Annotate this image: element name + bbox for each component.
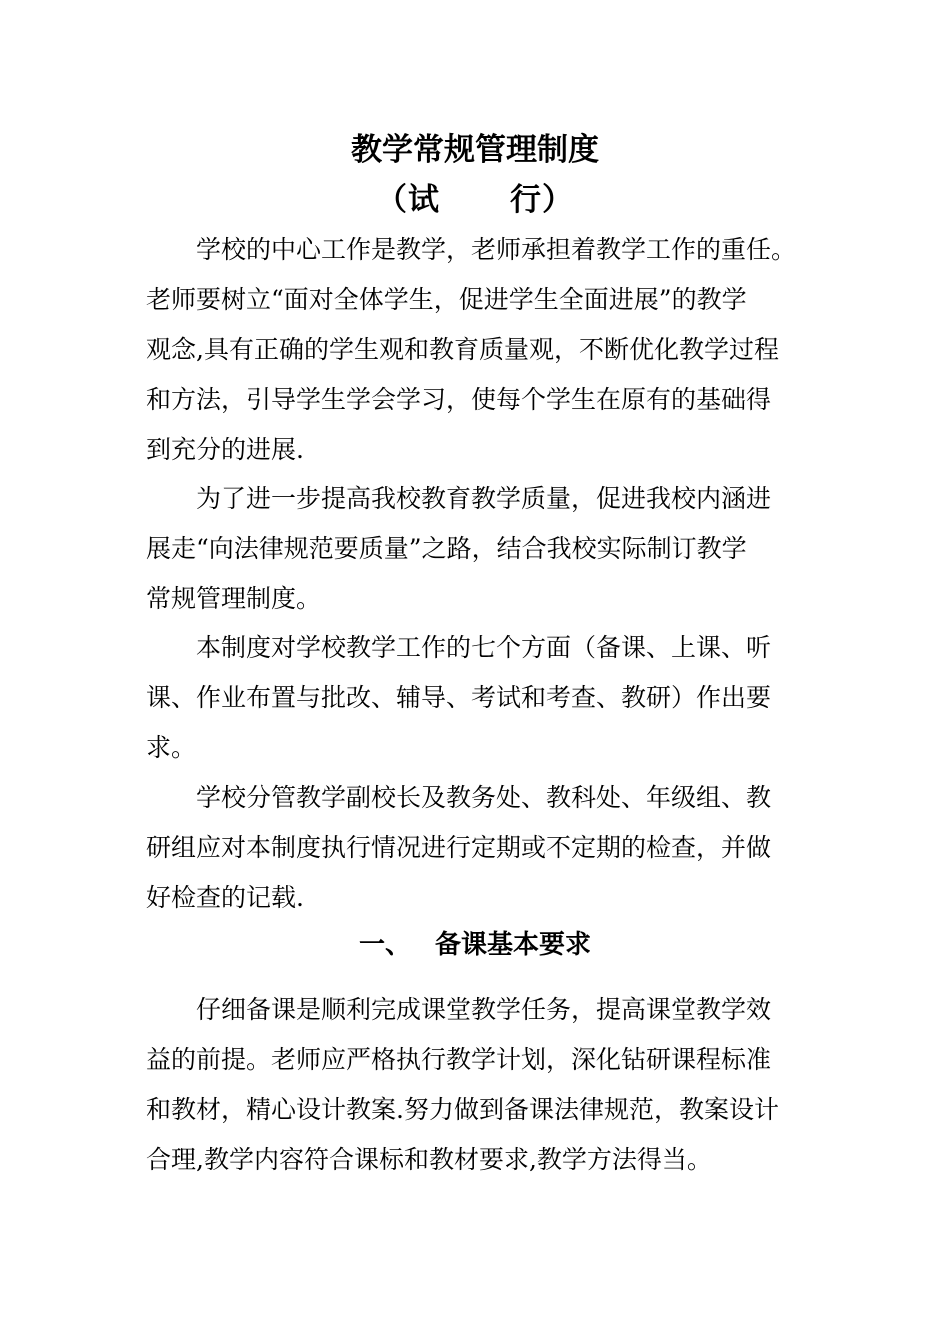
- section-paragraph: [146, 985, 808, 1185]
- document-subtitle: [0, 180, 950, 220]
- section-title: 备课基本要求: [435, 930, 592, 960]
- paragraph-line: 好检查的记载.: [146, 883, 304, 912]
- paragraph-line: 老师要树立“面对全体学生，促进学生全面进展”的教学: [146, 285, 747, 314]
- subtitle-right: 行）: [510, 182, 574, 218]
- paragraph-line: 观念,具有正确的学生观和教育质量观，不断优化教学过程: [146, 335, 779, 364]
- paragraph-line: 到充分的进展.: [146, 435, 304, 464]
- paragraph-3: [146, 623, 808, 773]
- document-title: 教学常规管理制度: [351, 132, 599, 168]
- paragraph-line: 本制度对学校教学工作的七个方面（备课、上课、听: [196, 633, 772, 662]
- paragraph-line: 求。: [146, 733, 197, 762]
- paragraph-line: 为了进一步提高我校教育教学质量，促进我校内涵进: [196, 484, 772, 513]
- paragraph-4: [146, 773, 808, 923]
- paragraph-line: 常规管理制度。: [146, 584, 322, 613]
- paragraph-line: 和方法，引导学生学会学习，使每个学生在原有的基础得: [146, 385, 772, 414]
- section-heading: [0, 925, 950, 965]
- paragraph-line: 益的前提。老师应严格执行教学计划，深化钻研课程标准: [146, 1045, 772, 1074]
- paragraph-line: 和教材，精心设计教案.努力做到备课法律规范，教案设计: [146, 1095, 779, 1124]
- subtitle-left: （试: [376, 182, 440, 218]
- paragraph-line: 课、作业布置与批改、辅导、考试和考查、教研）作出要: [146, 683, 772, 712]
- paragraph-line: 学校的中心工作是教学，老师承担着教学工作的重任。: [196, 235, 797, 264]
- paragraph-2: [146, 474, 808, 624]
- section-number: 一、: [358, 930, 411, 960]
- paragraph-line: 学校分管教学副校长及教务处、教科处、年级组、教: [196, 783, 772, 812]
- paragraph-1: [146, 225, 808, 475]
- paragraph-line: 研组应对本制度执行情况进行定期或不定期的检查，并做: [146, 833, 772, 862]
- paragraph-line: 合理,教学内容符合课标和教材要求,教学方法得当。: [146, 1145, 712, 1174]
- paragraph-line: 仔细备课是顺利完成课堂教学任务，提高课堂教学效: [196, 995, 772, 1024]
- paragraph-line: 展走“向法律规范要质量”之路，结合我校实际制订教学: [146, 534, 747, 563]
